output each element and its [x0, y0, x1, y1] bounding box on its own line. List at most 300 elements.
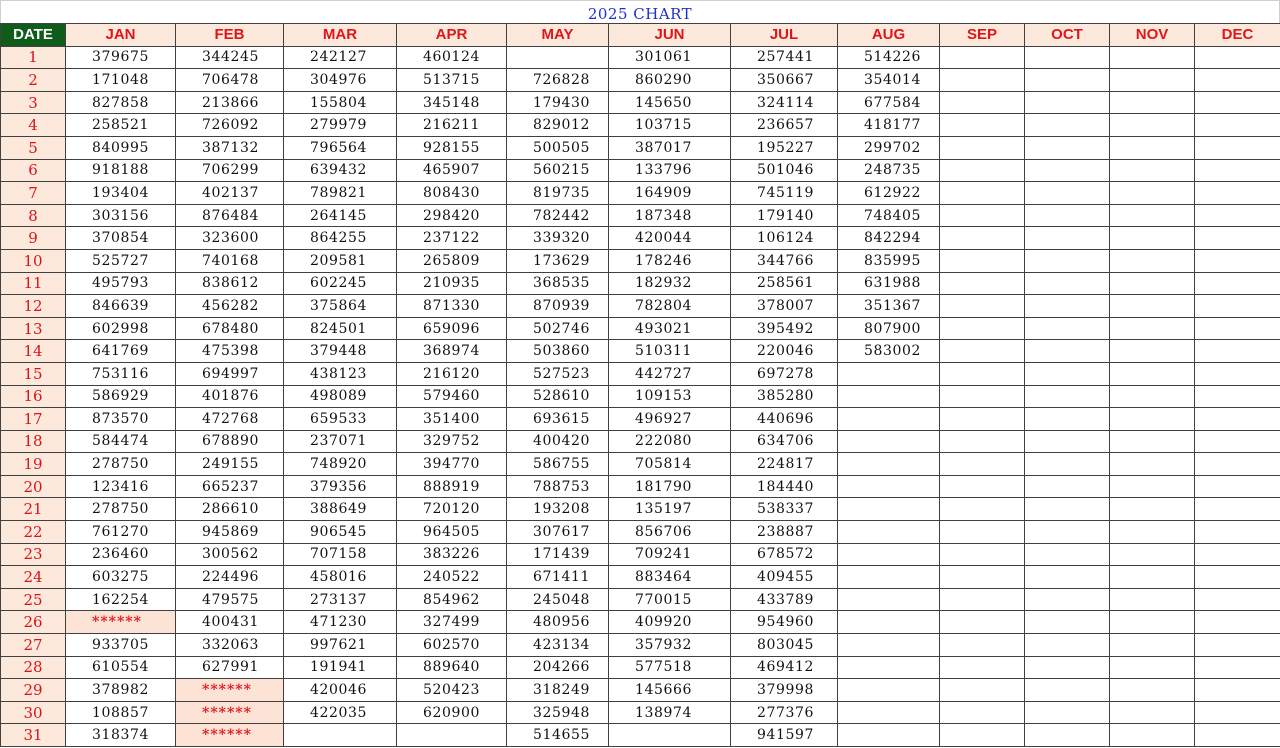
value-cell-jul[interactable]: 344766: [731, 249, 838, 272]
value-cell-apr[interactable]: 216120: [397, 362, 507, 385]
value-cell-mar[interactable]: 279979: [284, 114, 397, 137]
value-cell-jun[interactable]: 770015: [609, 588, 731, 611]
value-cell-oct[interactable]: [1025, 701, 1110, 724]
value-cell-apr[interactable]: [397, 724, 507, 747]
value-cell-sep[interactable]: [940, 566, 1025, 589]
value-cell-jan[interactable]: 495793: [66, 272, 176, 295]
value-cell-sep[interactable]: [940, 227, 1025, 250]
value-cell-oct[interactable]: [1025, 498, 1110, 521]
value-cell-jun[interactable]: 103715: [609, 114, 731, 137]
value-cell-dec[interactable]: [1195, 159, 1280, 182]
value-cell-jul[interactable]: 224817: [731, 453, 838, 476]
value-cell-dec[interactable]: [1195, 227, 1280, 250]
day-number-cell[interactable]: 22: [1, 521, 66, 544]
value-cell-apr[interactable]: 964505: [397, 521, 507, 544]
value-cell-sep[interactable]: [940, 408, 1025, 431]
value-cell-dec[interactable]: [1195, 46, 1280, 69]
value-cell-apr[interactable]: 345148: [397, 91, 507, 114]
value-cell-nov[interactable]: [1110, 295, 1195, 318]
value-cell-mar[interactable]: 209581: [284, 249, 397, 272]
value-cell-jul[interactable]: 184440: [731, 475, 838, 498]
day-number-cell[interactable]: 21: [1, 498, 66, 521]
value-cell-jun[interactable]: 420044: [609, 227, 731, 250]
value-cell-jun[interactable]: 496927: [609, 408, 731, 431]
value-cell-sep[interactable]: [940, 498, 1025, 521]
value-cell-jul[interactable]: 745119: [731, 182, 838, 205]
value-cell-jun[interactable]: 357932: [609, 634, 731, 657]
value-cell-oct[interactable]: [1025, 295, 1110, 318]
value-cell-oct[interactable]: [1025, 724, 1110, 747]
value-cell-may[interactable]: 788753: [507, 475, 609, 498]
value-cell-nov[interactable]: [1110, 588, 1195, 611]
value-cell-nov[interactable]: [1110, 611, 1195, 634]
value-cell-may[interactable]: 179430: [507, 91, 609, 114]
value-cell-may[interactable]: 480956: [507, 611, 609, 634]
value-cell-mar[interactable]: 659533: [284, 408, 397, 431]
value-cell-may[interactable]: 339320: [507, 227, 609, 250]
value-cell-sep[interactable]: [940, 136, 1025, 159]
value-cell-may[interactable]: 514655: [507, 724, 609, 747]
value-cell-jul[interactable]: 634706: [731, 430, 838, 453]
value-cell-aug[interactable]: 748405: [838, 204, 940, 227]
value-cell-jul[interactable]: 324114: [731, 91, 838, 114]
value-cell-nov[interactable]: [1110, 114, 1195, 137]
value-cell-jun[interactable]: 883464: [609, 566, 731, 589]
value-cell-jun[interactable]: 782804: [609, 295, 731, 318]
value-cell-apr[interactable]: 210935: [397, 272, 507, 295]
value-cell-jul[interactable]: 350667: [731, 69, 838, 92]
value-cell-may[interactable]: 193208: [507, 498, 609, 521]
value-cell-jun[interactable]: 145666: [609, 679, 731, 702]
value-cell-apr[interactable]: 720120: [397, 498, 507, 521]
value-cell-jun[interactable]: 510311: [609, 340, 731, 363]
value-cell-may[interactable]: 307617: [507, 521, 609, 544]
value-cell-sep[interactable]: [940, 701, 1025, 724]
value-cell-apr[interactable]: 889640: [397, 656, 507, 679]
value-cell-aug[interactable]: [838, 521, 940, 544]
value-cell-nov[interactable]: [1110, 634, 1195, 657]
day-number-cell[interactable]: 11: [1, 272, 66, 295]
value-cell-oct[interactable]: [1025, 227, 1110, 250]
value-cell-aug[interactable]: [838, 566, 940, 589]
value-cell-nov[interactable]: [1110, 679, 1195, 702]
value-cell-feb[interactable]: 401876: [176, 385, 284, 408]
value-cell-feb[interactable]: 456282: [176, 295, 284, 318]
value-cell-jan[interactable]: 258521: [66, 114, 176, 137]
value-cell-jan[interactable]: 603275: [66, 566, 176, 589]
value-cell-feb[interactable]: ******: [176, 701, 284, 724]
value-cell-dec[interactable]: [1195, 204, 1280, 227]
value-cell-may[interactable]: 423134: [507, 634, 609, 657]
value-cell-may[interactable]: 819735: [507, 182, 609, 205]
value-cell-jun[interactable]: 856706: [609, 521, 731, 544]
value-cell-apr[interactable]: 329752: [397, 430, 507, 453]
value-cell-oct[interactable]: [1025, 204, 1110, 227]
value-cell-jul[interactable]: 395492: [731, 317, 838, 340]
value-cell-jul[interactable]: 220046: [731, 340, 838, 363]
value-cell-nov[interactable]: [1110, 340, 1195, 363]
value-cell-apr[interactable]: 265809: [397, 249, 507, 272]
value-cell-may[interactable]: 368535: [507, 272, 609, 295]
day-number-cell[interactable]: 13: [1, 317, 66, 340]
value-cell-nov[interactable]: [1110, 227, 1195, 250]
value-cell-jul[interactable]: 179140: [731, 204, 838, 227]
value-cell-feb[interactable]: 876484: [176, 204, 284, 227]
value-cell-may[interactable]: 870939: [507, 295, 609, 318]
value-cell-nov[interactable]: [1110, 656, 1195, 679]
value-cell-feb[interactable]: 472768: [176, 408, 284, 431]
value-cell-jan[interactable]: 584474: [66, 430, 176, 453]
value-cell-may[interactable]: 671411: [507, 566, 609, 589]
value-cell-sep[interactable]: [940, 385, 1025, 408]
value-cell-nov[interactable]: [1110, 91, 1195, 114]
value-cell-jun[interactable]: 493021: [609, 317, 731, 340]
value-cell-feb[interactable]: 387132: [176, 136, 284, 159]
value-cell-aug[interactable]: 514226: [838, 46, 940, 69]
value-cell-jul[interactable]: 385280: [731, 385, 838, 408]
value-cell-jul[interactable]: 238887: [731, 521, 838, 544]
value-cell-apr[interactable]: 351400: [397, 408, 507, 431]
day-number-cell[interactable]: 24: [1, 566, 66, 589]
value-cell-feb[interactable]: 475398: [176, 340, 284, 363]
value-cell-dec[interactable]: [1195, 588, 1280, 611]
value-cell-mar[interactable]: 422035: [284, 701, 397, 724]
value-cell-feb[interactable]: 627991: [176, 656, 284, 679]
value-cell-dec[interactable]: [1195, 521, 1280, 544]
value-cell-mar[interactable]: 388649: [284, 498, 397, 521]
value-cell-mar[interactable]: 379448: [284, 340, 397, 363]
value-cell-feb[interactable]: 224496: [176, 566, 284, 589]
value-cell-may[interactable]: 782442: [507, 204, 609, 227]
value-cell-jan[interactable]: 278750: [66, 498, 176, 521]
value-cell-may[interactable]: 400420: [507, 430, 609, 453]
value-cell-apr[interactable]: 808430: [397, 182, 507, 205]
day-number-cell[interactable]: 1: [1, 46, 66, 69]
value-cell-aug[interactable]: [838, 498, 940, 521]
value-cell-apr[interactable]: 237122: [397, 227, 507, 250]
value-cell-jun[interactable]: 135197: [609, 498, 731, 521]
value-cell-dec[interactable]: [1195, 136, 1280, 159]
value-cell-oct[interactable]: [1025, 566, 1110, 589]
value-cell-mar[interactable]: 471230: [284, 611, 397, 634]
value-cell-sep[interactable]: [940, 204, 1025, 227]
value-cell-jun[interactable]: 182932: [609, 272, 731, 295]
value-cell-sep[interactable]: [940, 272, 1025, 295]
value-cell-oct[interactable]: [1025, 385, 1110, 408]
value-cell-aug[interactable]: [838, 453, 940, 476]
day-number-cell[interactable]: 6: [1, 159, 66, 182]
value-cell-jan[interactable]: 236460: [66, 543, 176, 566]
value-cell-apr[interactable]: 928155: [397, 136, 507, 159]
value-cell-jun[interactable]: 138974: [609, 701, 731, 724]
value-cell-feb[interactable]: ******: [176, 679, 284, 702]
value-cell-aug[interactable]: [838, 701, 940, 724]
value-cell-apr[interactable]: 327499: [397, 611, 507, 634]
value-cell-aug[interactable]: 677584: [838, 91, 940, 114]
value-cell-mar[interactable]: 748920: [284, 453, 397, 476]
value-cell-jan[interactable]: 873570: [66, 408, 176, 431]
value-cell-aug[interactable]: 418177: [838, 114, 940, 137]
day-number-cell[interactable]: 2: [1, 69, 66, 92]
value-cell-mar[interactable]: 602245: [284, 272, 397, 295]
value-cell-dec[interactable]: [1195, 272, 1280, 295]
value-cell-dec[interactable]: [1195, 249, 1280, 272]
value-cell-feb[interactable]: ******: [176, 724, 284, 747]
value-cell-may[interactable]: 325948: [507, 701, 609, 724]
value-cell-may[interactable]: 318249: [507, 679, 609, 702]
value-cell-oct[interactable]: [1025, 634, 1110, 657]
day-number-cell[interactable]: 16: [1, 385, 66, 408]
value-cell-mar[interactable]: 789821: [284, 182, 397, 205]
value-cell-mar[interactable]: 375864: [284, 295, 397, 318]
value-cell-dec[interactable]: [1195, 656, 1280, 679]
value-cell-feb[interactable]: 678890: [176, 430, 284, 453]
value-cell-mar[interactable]: 498089: [284, 385, 397, 408]
value-cell-mar[interactable]: [284, 724, 397, 747]
value-cell-dec[interactable]: [1195, 182, 1280, 205]
value-cell-oct[interactable]: [1025, 114, 1110, 137]
value-cell-aug[interactable]: [838, 634, 940, 657]
day-number-cell[interactable]: 7: [1, 182, 66, 205]
value-cell-aug[interactable]: 354014: [838, 69, 940, 92]
day-number-cell[interactable]: 20: [1, 475, 66, 498]
value-cell-jan[interactable]: 602998: [66, 317, 176, 340]
value-cell-aug[interactable]: [838, 724, 940, 747]
value-cell-jun[interactable]: 442727: [609, 362, 731, 385]
value-cell-sep[interactable]: [940, 295, 1025, 318]
value-cell-oct[interactable]: [1025, 611, 1110, 634]
value-cell-oct[interactable]: [1025, 588, 1110, 611]
value-cell-may[interactable]: 502746: [507, 317, 609, 340]
value-cell-mar[interactable]: 237071: [284, 430, 397, 453]
value-cell-oct[interactable]: [1025, 408, 1110, 431]
value-cell-apr[interactable]: 520423: [397, 679, 507, 702]
value-cell-may[interactable]: 204266: [507, 656, 609, 679]
value-cell-jun[interactable]: 577518: [609, 656, 731, 679]
value-cell-apr[interactable]: 368974: [397, 340, 507, 363]
value-cell-nov[interactable]: [1110, 566, 1195, 589]
value-cell-may[interactable]: 726828: [507, 69, 609, 92]
value-cell-jan[interactable]: 918188: [66, 159, 176, 182]
value-cell-aug[interactable]: [838, 611, 940, 634]
value-cell-dec[interactable]: [1195, 453, 1280, 476]
value-cell-dec[interactable]: [1195, 430, 1280, 453]
value-cell-apr[interactable]: 460124: [397, 46, 507, 69]
value-cell-aug[interactable]: 631988: [838, 272, 940, 295]
value-cell-aug[interactable]: 583002: [838, 340, 940, 363]
value-cell-oct[interactable]: [1025, 543, 1110, 566]
value-cell-may[interactable]: [507, 46, 609, 69]
value-cell-feb[interactable]: 678480: [176, 317, 284, 340]
value-cell-may[interactable]: 693615: [507, 408, 609, 431]
value-cell-jun[interactable]: 409920: [609, 611, 731, 634]
day-number-cell[interactable]: 17: [1, 408, 66, 431]
value-cell-aug[interactable]: [838, 588, 940, 611]
value-cell-jun[interactable]: 133796: [609, 159, 731, 182]
value-cell-jul[interactable]: 538337: [731, 498, 838, 521]
value-cell-mar[interactable]: 438123: [284, 362, 397, 385]
value-cell-apr[interactable]: 513715: [397, 69, 507, 92]
value-cell-jan[interactable]: 378982: [66, 679, 176, 702]
value-cell-jan[interactable]: 525727: [66, 249, 176, 272]
value-cell-mar[interactable]: 273137: [284, 588, 397, 611]
value-cell-jul[interactable]: 258561: [731, 272, 838, 295]
value-cell-mar[interactable]: 155804: [284, 91, 397, 114]
value-cell-mar[interactable]: 906545: [284, 521, 397, 544]
value-cell-nov[interactable]: [1110, 385, 1195, 408]
value-cell-mar[interactable]: 420046: [284, 679, 397, 702]
value-cell-nov[interactable]: [1110, 453, 1195, 476]
value-cell-jun[interactable]: 709241: [609, 543, 731, 566]
value-cell-jan[interactable]: 193404: [66, 182, 176, 205]
value-cell-aug[interactable]: 351367: [838, 295, 940, 318]
value-cell-oct[interactable]: [1025, 69, 1110, 92]
value-cell-jul[interactable]: 277376: [731, 701, 838, 724]
value-cell-feb[interactable]: 213866: [176, 91, 284, 114]
day-number-cell[interactable]: 4: [1, 114, 66, 137]
value-cell-jul[interactable]: 469412: [731, 656, 838, 679]
day-number-cell[interactable]: 25: [1, 588, 66, 611]
value-cell-oct[interactable]: [1025, 91, 1110, 114]
value-cell-oct[interactable]: [1025, 249, 1110, 272]
day-number-cell[interactable]: 18: [1, 430, 66, 453]
value-cell-aug[interactable]: [838, 679, 940, 702]
value-cell-aug[interactable]: [838, 430, 940, 453]
value-cell-jan[interactable]: 933705: [66, 634, 176, 657]
value-cell-apr[interactable]: 659096: [397, 317, 507, 340]
value-cell-oct[interactable]: [1025, 272, 1110, 295]
value-cell-sep[interactable]: [940, 69, 1025, 92]
value-cell-mar[interactable]: 824501: [284, 317, 397, 340]
value-cell-nov[interactable]: [1110, 136, 1195, 159]
day-number-cell[interactable]: 15: [1, 362, 66, 385]
value-cell-oct[interactable]: [1025, 182, 1110, 205]
value-cell-oct[interactable]: [1025, 679, 1110, 702]
value-cell-sep[interactable]: [940, 453, 1025, 476]
value-cell-sep[interactable]: [940, 46, 1025, 69]
value-cell-aug[interactable]: 807900: [838, 317, 940, 340]
value-cell-feb[interactable]: 726092: [176, 114, 284, 137]
value-cell-nov[interactable]: [1110, 475, 1195, 498]
value-cell-apr[interactable]: 216211: [397, 114, 507, 137]
value-cell-apr[interactable]: 298420: [397, 204, 507, 227]
value-cell-apr[interactable]: 620900: [397, 701, 507, 724]
value-cell-dec[interactable]: [1195, 385, 1280, 408]
value-cell-jul[interactable]: 440696: [731, 408, 838, 431]
value-cell-oct[interactable]: [1025, 159, 1110, 182]
value-cell-jan[interactable]: 586929: [66, 385, 176, 408]
value-cell-sep[interactable]: [940, 656, 1025, 679]
value-cell-dec[interactable]: [1195, 724, 1280, 747]
value-cell-nov[interactable]: [1110, 543, 1195, 566]
value-cell-jul[interactable]: 941597: [731, 724, 838, 747]
day-number-cell[interactable]: 30: [1, 701, 66, 724]
value-cell-aug[interactable]: 299702: [838, 136, 940, 159]
day-number-cell[interactable]: 26: [1, 611, 66, 634]
day-number-cell[interactable]: 3: [1, 91, 66, 114]
value-cell-oct[interactable]: [1025, 46, 1110, 69]
value-cell-jun[interactable]: 187348: [609, 204, 731, 227]
value-cell-feb[interactable]: 694997: [176, 362, 284, 385]
value-cell-oct[interactable]: [1025, 475, 1110, 498]
value-cell-jun[interactable]: 387017: [609, 136, 731, 159]
value-cell-jun[interactable]: 178246: [609, 249, 731, 272]
value-cell-sep[interactable]: [940, 362, 1025, 385]
value-cell-feb[interactable]: 332063: [176, 634, 284, 657]
value-cell-feb[interactable]: 249155: [176, 453, 284, 476]
value-cell-jul[interactable]: 954960: [731, 611, 838, 634]
value-cell-jun[interactable]: 860290: [609, 69, 731, 92]
value-cell-jan[interactable]: 753116: [66, 362, 176, 385]
day-number-cell[interactable]: 12: [1, 295, 66, 318]
value-cell-may[interactable]: 560215: [507, 159, 609, 182]
value-cell-may[interactable]: 586755: [507, 453, 609, 476]
day-number-cell[interactable]: 29: [1, 679, 66, 702]
value-cell-jul[interactable]: 378007: [731, 295, 838, 318]
value-cell-dec[interactable]: [1195, 69, 1280, 92]
value-cell-jan[interactable]: 171048: [66, 69, 176, 92]
value-cell-aug[interactable]: [838, 385, 940, 408]
value-cell-jan[interactable]: 610554: [66, 656, 176, 679]
value-cell-dec[interactable]: [1195, 611, 1280, 634]
day-number-cell[interactable]: 9: [1, 227, 66, 250]
value-cell-may[interactable]: 245048: [507, 588, 609, 611]
value-cell-apr[interactable]: 579460: [397, 385, 507, 408]
value-cell-dec[interactable]: [1195, 475, 1280, 498]
value-cell-sep[interactable]: [940, 159, 1025, 182]
value-cell-dec[interactable]: [1195, 114, 1280, 137]
value-cell-jan[interactable]: 846639: [66, 295, 176, 318]
value-cell-nov[interactable]: [1110, 701, 1195, 724]
value-cell-jan[interactable]: ******: [66, 611, 176, 634]
value-cell-aug[interactable]: [838, 362, 940, 385]
value-cell-jun[interactable]: 222080: [609, 430, 731, 453]
value-cell-nov[interactable]: [1110, 204, 1195, 227]
value-cell-may[interactable]: 171439: [507, 543, 609, 566]
value-cell-jul[interactable]: 379998: [731, 679, 838, 702]
value-cell-jul[interactable]: 803045: [731, 634, 838, 657]
value-cell-jan[interactable]: 123416: [66, 475, 176, 498]
value-cell-jul[interactable]: 106124: [731, 227, 838, 250]
value-cell-sep[interactable]: [940, 182, 1025, 205]
value-cell-mar[interactable]: 191941: [284, 656, 397, 679]
value-cell-dec[interactable]: [1195, 91, 1280, 114]
day-number-cell[interactable]: 23: [1, 543, 66, 566]
value-cell-aug[interactable]: 835995: [838, 249, 940, 272]
value-cell-jun[interactable]: 705814: [609, 453, 731, 476]
value-cell-dec[interactable]: [1195, 701, 1280, 724]
value-cell-sep[interactable]: [940, 475, 1025, 498]
value-cell-sep[interactable]: [940, 634, 1025, 657]
day-number-cell[interactable]: 8: [1, 204, 66, 227]
value-cell-apr[interactable]: 383226: [397, 543, 507, 566]
value-cell-jun[interactable]: 301061: [609, 46, 731, 69]
value-cell-feb[interactable]: 400431: [176, 611, 284, 634]
value-cell-jun[interactable]: 109153: [609, 385, 731, 408]
value-cell-jun[interactable]: [609, 724, 731, 747]
value-cell-may[interactable]: 503860: [507, 340, 609, 363]
value-cell-nov[interactable]: [1110, 317, 1195, 340]
value-cell-oct[interactable]: [1025, 340, 1110, 363]
value-cell-mar[interactable]: 639432: [284, 159, 397, 182]
value-cell-sep[interactable]: [940, 521, 1025, 544]
value-cell-apr[interactable]: 465907: [397, 159, 507, 182]
value-cell-oct[interactable]: [1025, 656, 1110, 679]
value-cell-mar[interactable]: 264145: [284, 204, 397, 227]
value-cell-sep[interactable]: [940, 430, 1025, 453]
value-cell-sep[interactable]: [940, 724, 1025, 747]
value-cell-dec[interactable]: [1195, 295, 1280, 318]
